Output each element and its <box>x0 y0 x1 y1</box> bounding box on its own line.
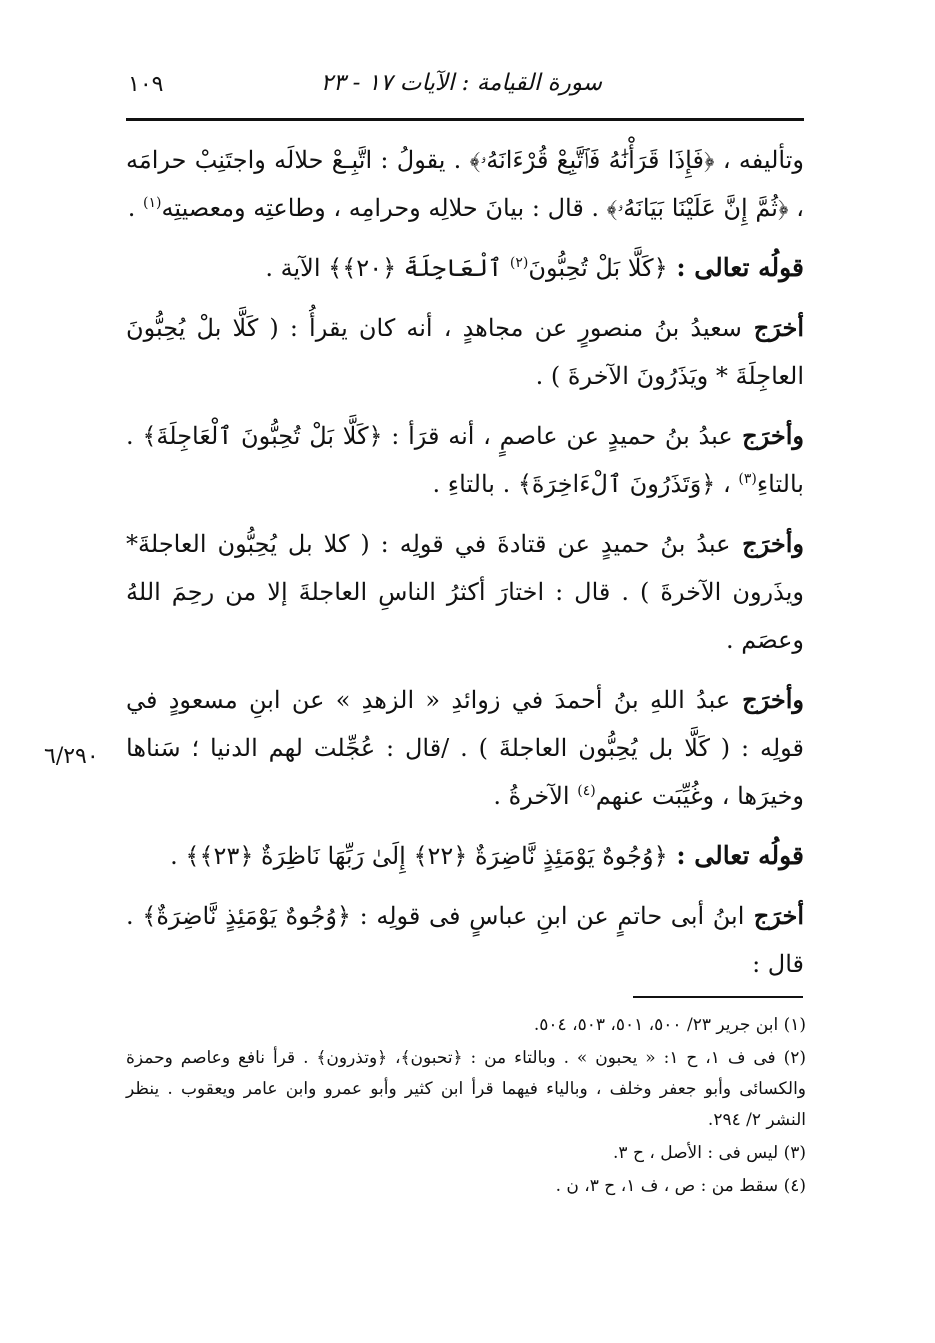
margin-page-reference: ٦/٢٩٠ <box>44 744 99 769</box>
footnotes <box>126 1010 806 1204</box>
paragraph-lead: أخرَج <box>741 313 805 342</box>
footnote-ref: (٤) <box>577 783 596 799</box>
heading-lead: قولُه تعالى : <box>667 841 804 870</box>
running-title: سورة القيامة : الآيات ١٧ - ٢٣ <box>320 70 602 96</box>
verse-tail: ٱلْعَاجِلَةَ ﴿٢٠﴾﴾ الآية . <box>265 254 510 282</box>
paragraph <box>126 412 804 508</box>
paragraph <box>126 520 804 664</box>
footnote-rule <box>633 996 803 998</box>
paragraph-text: سعيدُ بنُ منصورٍ عن مجاهدٍ ، أنه كان يقرأُ : ( كَلَّا بلْ يُحِبُّونَ العاجِلَةَ * ويَذَرُونَ الآخرةَ ) . <box>126 314 804 390</box>
paragraph-text: عبدُ اللهِ بنُ أحمدَ في زوائدِ « الزهدِ » عن ابنِ مسعودٍ في قولِه : ( كَلَّا بل يُحِبُّون العاجلةَ ) . /قال : عُجِّلت لهم الدنيا ؛ سَناها وخيرَها ، وغُيِّبَت عنهم <box>126 686 804 810</box>
heading-lead: قولُه تعالى : <box>667 253 804 282</box>
paragraph-lead: وأخرَج <box>730 685 804 714</box>
paragraph-tail: ، ﴿وَتَذَرُونَ ٱلْءَاخِرَةَ﴾ . بالتاءِ . <box>432 470 739 498</box>
paragraph-text: عبدُ بنُ حميدٍ عن قتادةَ في قولِه : ( كلا بل يُحِبُّون العاجلةَ* ويذَرون الآخرةَ ) . قال : اختارَ أكثرُ الناسِ العاجلةَ إلا من رحِمَ اللهُ وعصَم . <box>126 530 804 654</box>
main-text <box>126 136 804 1000</box>
paragraph-lead: وأخرَج <box>732 421 805 450</box>
page-header <box>126 66 802 106</box>
verse-text: ﴿كَلَّا بَلْ تُحِبُّونَ <box>528 254 668 282</box>
paragraph-text: ابنُ أبى حاتمٍ عن ابنِ عباسٍ فى قولِه : ﴿وُجُوهٌ يَوْمَئِذٍ نَّاضِرَةٌ﴾ . قال : <box>126 902 804 978</box>
paragraph-lead: أخرَج <box>744 901 805 930</box>
verse-text: ﴿وُجُوهٌ يَوْمَئِذٍ نَّاضِرَةٌ ﴿٢٢﴾ إِلَىٰ رَبِّهَا نَاظِرَةٌ ﴿٢٣﴾﴾ . <box>170 842 668 870</box>
footnote: (٢) فى ف ١، ح ١: « يحبون » . وبالتاء من : ﴿تحبون﴾، ﴿وتذرون﴾ . قرأ نافع وعاصم وحمزة والكسائى وأبو جعفر وخلف ، وبالياء فيهما قرأ ابن كثير وأبو عمرو وابن عامر ويعقوب . ينظر النشر ٢/ ٢٩٤. <box>126 1048 806 1130</box>
verse-heading <box>126 832 804 880</box>
paragraph <box>126 304 804 400</box>
footnote: (١) ابن جرير ٢٣/ ٥٠٠، ٥٠١، ٥٠٣، ٥٠٤. <box>533 1015 806 1035</box>
verse-heading <box>126 244 804 292</box>
header-rule <box>126 118 804 121</box>
footnote-ref: (١) <box>142 195 162 211</box>
paragraph-text: وتأليفه ، ﴿فَإِذَا قَرَأْنَٰهُ فَٱتَّبِعْ قُرْءَانَهُۥ﴾ . يقولُ : اتَّبِـعْ حلالَه واجتَنِبْ حرامَه ، ﴿ثُمَّ إِنَّ عَلَيْنَا بَيَانَهُۥ﴾ . قال : بيانَ حلالِه وحرامِه ، وطاعتِه ومعصيتِه <box>126 146 804 222</box>
footnote: (٣) ليس فى : الأصل ، ح ٣. <box>613 1143 806 1163</box>
footnote-ref: (٣) <box>738 471 757 487</box>
page-number: ١٠٩ <box>128 72 164 97</box>
paragraph <box>126 676 804 820</box>
footnote-ref: (٢) <box>509 255 529 271</box>
paragraph-lead: وأخرَج <box>730 529 805 558</box>
paragraph-tail: . <box>127 194 143 222</box>
paragraph-text: عبدُ بنُ حميدٍ عن عاصمٍ ، أنه قرَأ : ﴿كَلَّا بَلْ تُحِبُّونَ ٱلْعَاجِلَةَ﴾ . بالتاءِ <box>126 422 804 498</box>
paragraph <box>126 892 804 988</box>
paragraph-tail: الآخرةُ . <box>493 782 578 810</box>
footnote: (٤) سقط من : ص ، ف ١، ح ٣، ن . <box>555 1176 806 1196</box>
paragraph <box>126 136 804 232</box>
